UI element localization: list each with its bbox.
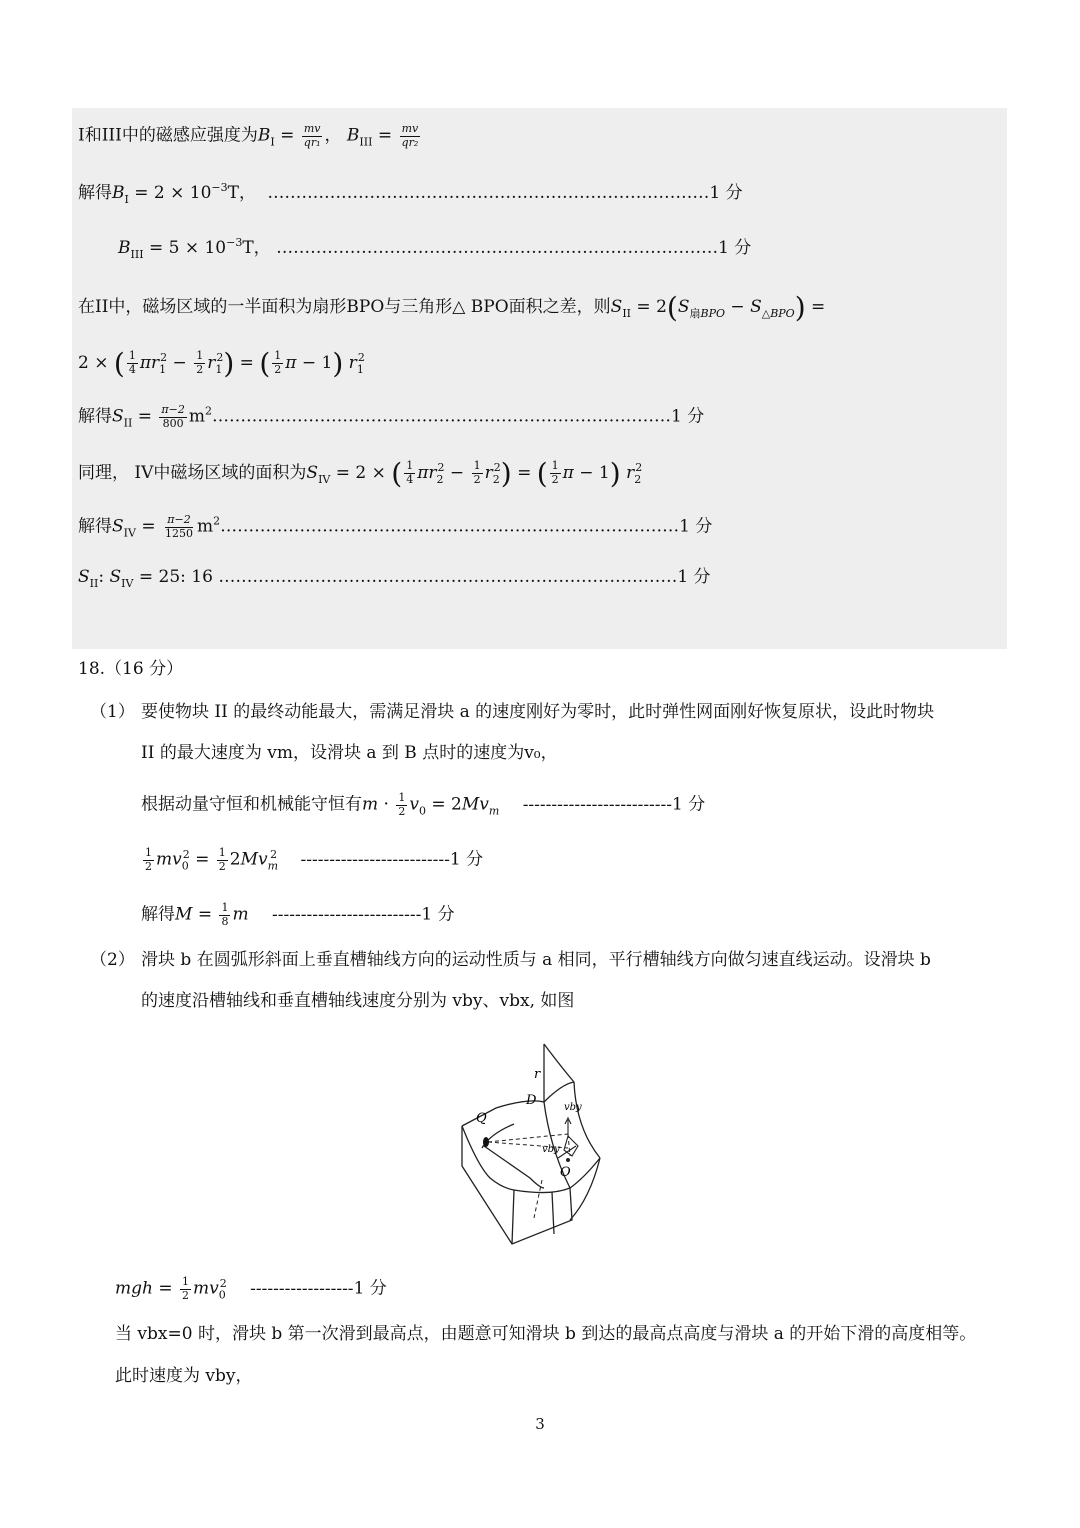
part2-line1: 滑块 b 在圆弧形斜面上垂直槽轴线方向的运动性质与 a 相同，平行槽轴线方向做匀速直线运动。设滑块 b	[141, 950, 931, 970]
field-strength-line: I和III中的磁感应强度为$B_I$ = $\frac{mv}{\text{qr₁}}$ ， $B_{III}$ = $\frac{mv}{\text{qr₂}}$	[78, 122, 419, 149]
energy-equation: $\frac{1}{2}$ $mv_0^2$ = $\frac{1}{2}$ $2Mv_m^2$ --------------------------1 分	[145, 846, 484, 873]
page-number: 3	[535, 1415, 545, 1433]
area-ii-intro-line: 在II中，磁场区域的一半面积为扇形BPO与三角形△ BPO面积之差，则$S_{II} = 2(S_{扇BPO} - S_{\triangle BPO})$ =	[78, 291, 826, 324]
area-ii-formula-line: 2 × ( $\frac{1}{4}$ $\pi r_1^2$ − $\frac{1}{2}$ $r_1^2$) = ( $\frac{1}{2}$ π − 1) $r_1^2$	[78, 347, 365, 380]
part1-line1: 要使物块 II 的最终动能最大，需满足滑块 a 的速度刚好为零时，此时弹性网面刚好恢复原状，设此时物块	[141, 702, 935, 722]
svg-text:r: r	[534, 1067, 541, 1082]
result-b3-line: $B_{III} = 5 \times 10^{-3}T$， ……………………………………………………………………1 分	[118, 236, 752, 261]
slider-trough-figure	[450, 1038, 620, 1253]
part1-line2: II 的最大速度为 vm，设滑块 a 到 B 点时的速度为v₀，	[141, 743, 558, 763]
result-b1-line: 解得$B_I = 2 \times 10^{-3}T$， ……………………………………………………………………1 分	[78, 181, 743, 206]
result-s4-line: 解得$S_{IV}$ = $\frac{\pi-2}{1250}$ $m^2\dots\dots\dots\dots\dots\dots\dots\dots\dots\dots\dots\dots\dots\dots\dots\dots\dots\dots\dots\dots\dots\dots\dots\dots\dots\dots\dots 1$ 分	[78, 513, 713, 540]
result-s2-line: 解得$S_{II}$ = $\frac{\pi-2}{800}$ $m^2\dots\dots\dots\dots\dots\dots\dots\dots\dots\dots\dots\dots\dots\dots\dots\dots\dots\dots\dots\dots\dots\dots\dots\dots\dots\dots\dots 1$ 分	[78, 403, 705, 430]
part2-line4: 此时速度为 vby，	[115, 1366, 253, 1386]
svg-text:vby: vby	[542, 1144, 560, 1155]
part1-label: （1）	[90, 702, 135, 722]
momentum-equation: 根据动量守恒和机械能守恒有m · $\frac{1}{2}$ $v_0 = 2Mv_m$ --------------------------1 分	[141, 791, 706, 818]
part2-line3: 当 vbx=0 时，滑块 b 第一次滑到最高点，由题意可知滑块 b 到达的最高点高度与滑块 a 的开始下滑的高度相等。	[115, 1324, 977, 1344]
svg-text:D: D	[526, 1093, 537, 1108]
part2-label: （2）	[90, 950, 135, 970]
part2-line2: 的速度沿槽轴线和垂直槽轴线速度分别为 vby、vbx, 如图	[141, 991, 575, 1011]
height-equation: mgh = $\frac{1}{2}$ $mv_0^2$ ------------------1 分	[115, 1275, 387, 1302]
ratio-line: $S_{II}$: $S_{IV} = 25$: 16 ………………………………………………………………………1 分	[78, 567, 711, 590]
area-iv-line: 同理， IV中磁场区域的面积为$S_{IV} = 2$ × ( $\frac{1}{4}$ $\pi r_2^2$ − $\frac{1}{2}$ $r_2^2$) = ( $\frac{1}{2}$ π − 1) $r_2^2$	[78, 457, 643, 490]
mass-result: 解得M = $\frac{1}{8}$ m --------------------------1 分	[141, 901, 455, 928]
q18-heading: 18.（16 分）	[78, 659, 184, 679]
svg-text:O: O	[560, 1165, 571, 1180]
svg-text:Q: Q	[476, 1111, 487, 1126]
svg-text:vby: vby	[564, 1102, 582, 1113]
